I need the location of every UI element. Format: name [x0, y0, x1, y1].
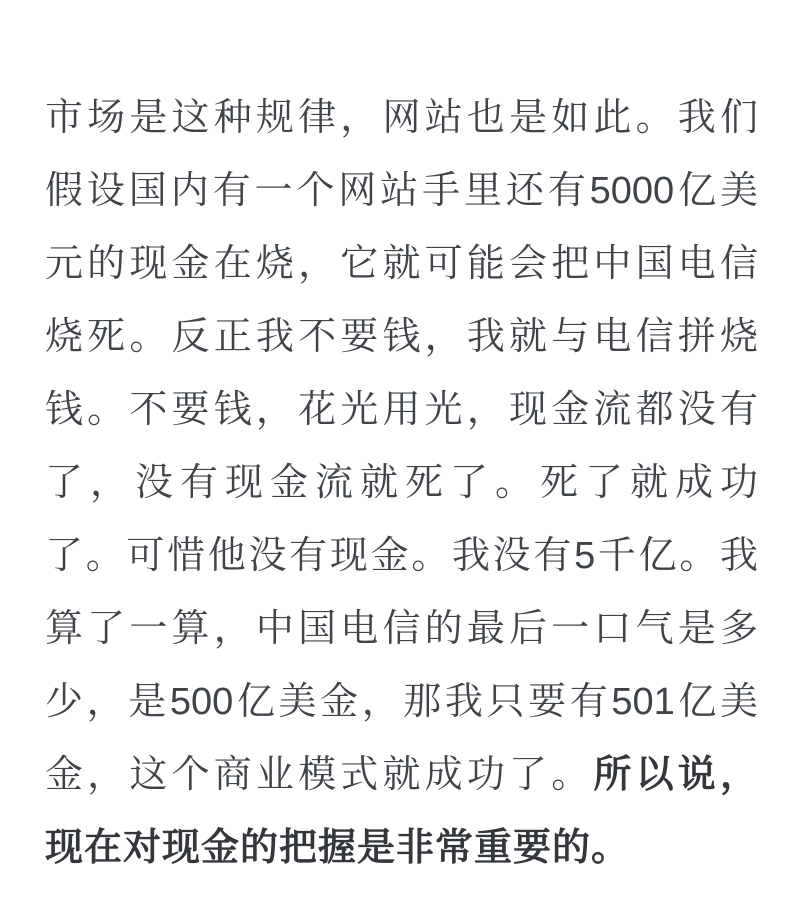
text-segment: 了，没有现金流就死了。死了就成功 [45, 462, 758, 504]
text-segment: 元的现金在烧，它就可能会把中国电信 [45, 243, 758, 285]
text-segment: 假设国内有一个网站手里还有5000亿美 [45, 170, 758, 212]
text-segment: 算了一算，中国电信的最后一口气是多 [45, 608, 758, 650]
text-segment: 市场是这种规律，网站也是如此。我们 [45, 97, 758, 139]
article-text [45, 82, 758, 885]
paragraph-line [45, 301, 758, 374]
paragraph-line [45, 812, 758, 885]
paragraph-line [45, 666, 758, 739]
text-segment: 烧死。反正我不要钱，我就与电信拼烧 [45, 316, 758, 358]
text-segment-bold: 现在对现金的把握是非常重要的。 [45, 827, 631, 869]
text-segment: 金，这个商业模式就成功了。 [45, 754, 594, 796]
paragraph-line [45, 593, 758, 666]
text-segment: 少，是500亿美金，那我只要有501亿美 [45, 681, 758, 723]
paragraph-line [45, 374, 758, 447]
paragraph-line [45, 447, 758, 520]
paragraph-line [45, 739, 758, 812]
text-segment: 了。可惜他没有现金。我没有5千亿。我 [45, 535, 758, 577]
text-segment-bold: 所以说， [593, 754, 758, 796]
text-segment: 钱。不要钱，花光用光，现金流都没有 [45, 389, 758, 431]
paragraph-line [45, 228, 758, 301]
paragraph-line [45, 155, 758, 228]
paragraph-line [45, 520, 758, 593]
paragraph-line [45, 82, 758, 155]
